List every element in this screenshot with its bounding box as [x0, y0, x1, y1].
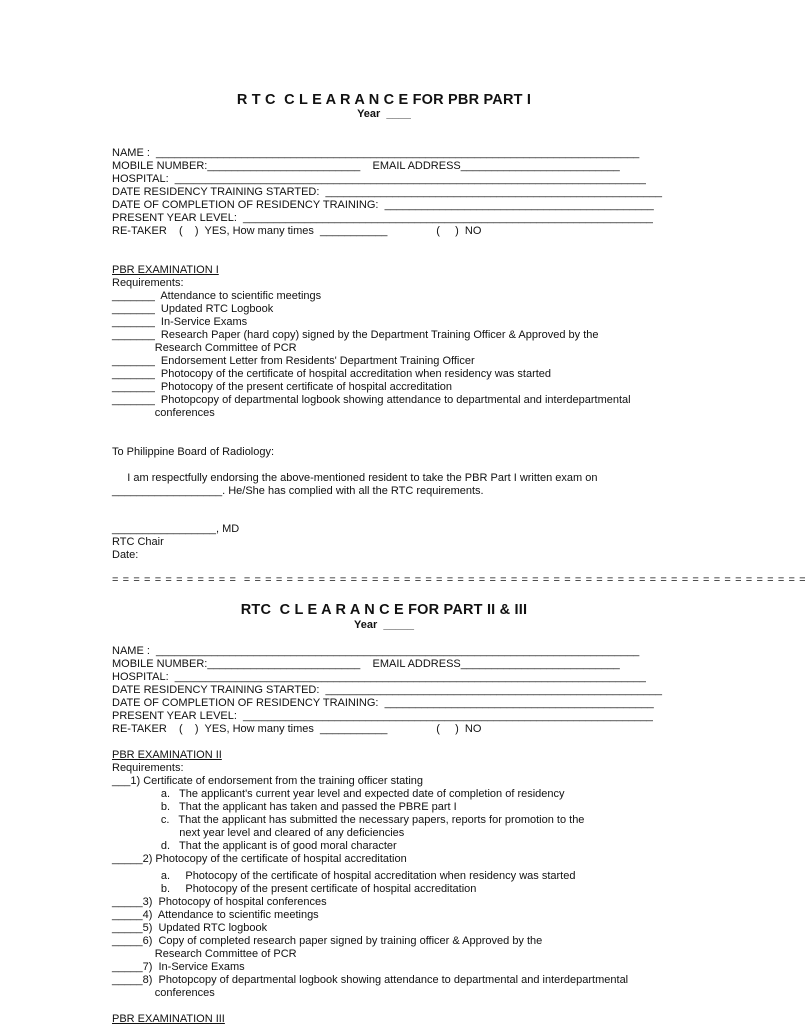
- part2-requirement: a. Photocopy of the certificate of hospital accreditation when residency was started: [112, 870, 576, 882]
- part2-requirement: d. That the applicant is of good moral character: [112, 840, 397, 852]
- signature-line: _________________, MD: [112, 523, 240, 535]
- part2-field-hospital: HOSPITAL: _____________________________________________________________________________: [112, 671, 646, 683]
- part2-requirement: _____5) Updated RTC logbook: [112, 922, 268, 934]
- part2-requirement: _____3) Photocopy of hospital conferences: [112, 896, 327, 908]
- part1-year: Year ____: [357, 108, 411, 120]
- part2-requirements-label: Requirements:: [112, 762, 184, 774]
- part1-field-mobile-email: MOBILE NUMBER:_________________________ EMAIL ADDRESS__________________________: [112, 160, 620, 172]
- part2-requirement: _____2) Photocopy of the certificate of hospital accreditation: [112, 853, 407, 865]
- part2-requirement: _____8) Photopcopy of departmental logbook showing attendance to departmental and interdepartmental: [112, 974, 629, 986]
- part2-requirement: b. That the applicant has taken and passed the PBRE part I: [112, 801, 457, 813]
- part1-requirement: conferences: [112, 407, 215, 419]
- part1-field-retaker: RE-TAKER ( ) YES, How many times ___________ ( ) NO: [112, 225, 482, 237]
- part2-field-year-level: PRESENT YEAR LEVEL: ___________________________________________________________________: [112, 710, 653, 722]
- signature-date: Date:: [112, 549, 139, 561]
- part2-requirement: Research Committee of PCR: [112, 948, 297, 960]
- section-divider: = = = = = = = = = = = = = = = = = = = = = = = = = = = = = = = = = = = = = = = = = = = = = = = = = = = = = = = = = = = = = = = = =: [112, 574, 806, 586]
- part2-requirement: c. That the applicant has submitted the necessary papers, reports for promotion to the: [112, 814, 585, 826]
- part2-title: RTC C L E A R A N C E FOR PART II & III: [240, 602, 528, 618]
- part1-requirement: _______ Attendance to scientific meetings: [112, 290, 322, 302]
- part2-exam-heading: PBR EXAMINATION II: [112, 749, 222, 761]
- part2-field-mobile-email: MOBILE NUMBER:_________________________ EMAIL ADDRESS__________________________: [112, 658, 620, 670]
- part2-year: Year _____: [354, 619, 414, 631]
- part1-field-name: NAME : _______________________________________________________________________________: [112, 147, 640, 159]
- part1-field-training-started: DATE RESIDENCY TRAINING STARTED: _______________________________________________________: [112, 186, 662, 198]
- part1-requirement: _______ Photocopy of the certificate of hospital accreditation when residency was started: [112, 368, 552, 380]
- part2-field-training-started: DATE RESIDENCY TRAINING STARTED: _______________________________________________________: [112, 684, 662, 696]
- part2-requirement: ___1) Certificate of endorsement from the training officer stating: [112, 775, 424, 787]
- part2-field-retaker: RE-TAKER ( ) YES, How many times ___________ ( ) NO: [112, 723, 482, 735]
- part1-field-year-level: PRESENT YEAR LEVEL: ___________________________________________________________________: [112, 212, 653, 224]
- part3-exam-heading: PBR EXAMINATION III: [112, 1013, 225, 1025]
- salutation: To Philippine Board of Radiology:: [112, 446, 275, 458]
- part2-requirement: next year level and cleared of any deficiencies: [112, 827, 405, 839]
- part2-requirement: _____4) Attendance to scientific meetings: [112, 909, 319, 921]
- part1-requirement: _______ Photopcopy of departmental logbook showing attendance to departmental and interdepartmental: [112, 394, 631, 406]
- part2-requirement: conferences: [112, 987, 215, 999]
- part1-title: R T C C L E A R A N C E FOR PBR PART I: [236, 92, 532, 108]
- part1-field-completion: DATE OF COMPLETION OF RESIDENCY TRAINING: ____________________________________________: [112, 199, 654, 211]
- part2-field-completion: DATE OF COMPLETION OF RESIDENCY TRAINING: ____________________________________________: [112, 697, 654, 709]
- part2-requirement: _____7) In-Service Exams: [112, 961, 245, 973]
- part1-requirement: _______ Research Paper (hard copy) signed by the Department Training Officer & Approved by the: [112, 329, 599, 341]
- part2-field-name: NAME : _______________________________________________________________________________: [112, 645, 640, 657]
- part2-requirement: a. The applicant's current year level and expected date of completion of residency: [112, 788, 565, 800]
- part1-requirements-label: Requirements:: [112, 277, 184, 289]
- part1-requirement: Research Committee of PCR: [112, 342, 297, 354]
- part1-requirement: _______ Endorsement Letter from Residents' Department Training Officer: [112, 355, 475, 367]
- part1-requirement: _______ Photocopy of the present certificate of hospital accreditation: [112, 381, 452, 393]
- signature-title: RTC Chair: [112, 536, 164, 548]
- part1-requirement: _______ Updated RTC Logbook: [112, 303, 274, 315]
- part1-requirement: _______ In-Service Exams: [112, 316, 248, 328]
- endorsement-line-2: __________________. He/She has complied with all the RTC requirements.: [112, 485, 484, 497]
- part1-field-hospital: HOSPITAL: _____________________________________________________________________________: [112, 173, 646, 185]
- endorsement-line-1: I am respectfully endorsing the above-mentioned resident to take the PBR Part I written exam on: [112, 472, 598, 484]
- part2-requirement: b. Photocopy of the present certificate of hospital accreditation: [112, 883, 477, 895]
- part1-exam-heading: PBR EXAMINATION I: [112, 264, 219, 276]
- part2-requirement: _____6) Copy of completed research paper signed by training officer & Approved by the: [112, 935, 543, 947]
